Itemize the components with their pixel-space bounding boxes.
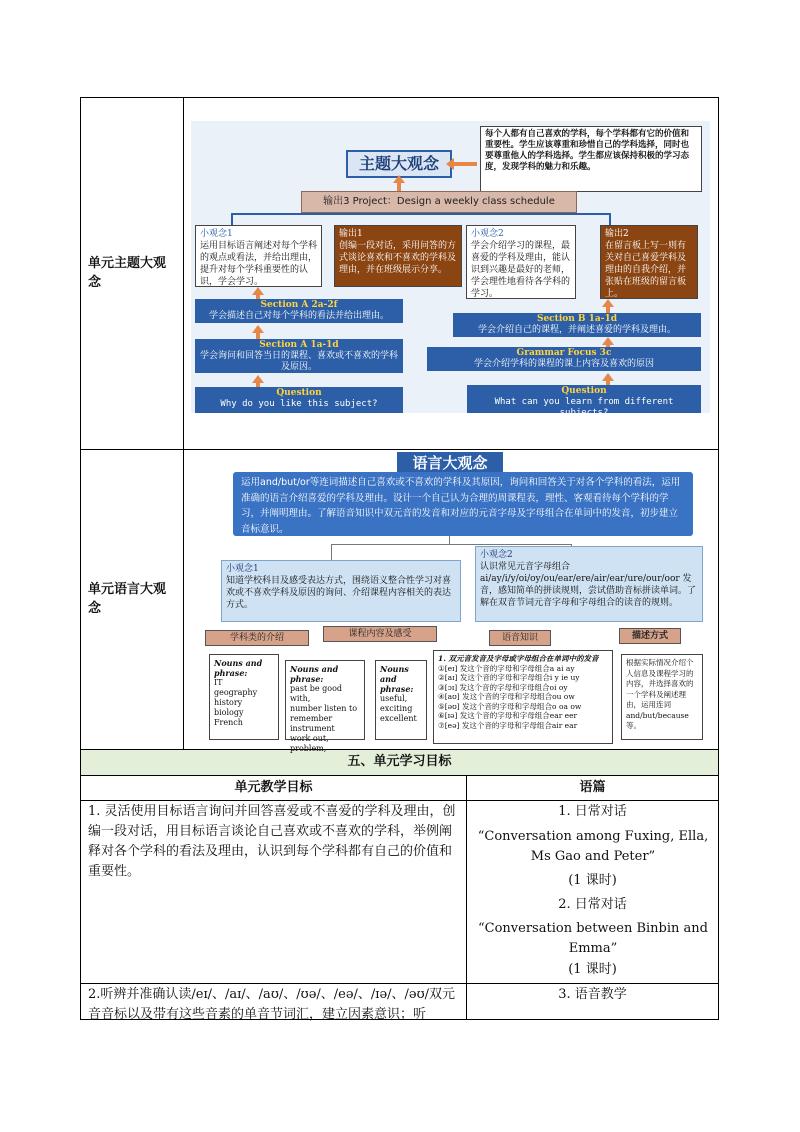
nouns-box-1 xyxy=(209,654,279,740)
question-right-text: What can you learn from different subjects? xyxy=(494,397,674,418)
column-header-texts: 语篇 xyxy=(579,780,606,795)
section-a-2a-2f xyxy=(195,299,403,323)
section-a-2a-2f-head: Section A 2a-2f xyxy=(260,300,338,310)
small-idea-2-text: 学会介绍学习的课程，最喜爱的学科及理由，能认识到兴趣是最好的老师，学会理性地看待各学科的学习。 xyxy=(471,241,571,299)
output-2-text: 在留言板上写一则有关对自己喜爱学科及理由的自我介绍，并张贴在班级的留言板上。 xyxy=(605,241,687,299)
text-1-hours: (1 课时) xyxy=(568,873,617,888)
phonics-line: ①[eɪ] 发这个音的字母和字母组合a ai ay xyxy=(438,663,575,673)
small-idea-1-title: 小观念1 xyxy=(200,229,233,239)
arrow-shaft xyxy=(453,162,477,166)
arrow-head xyxy=(602,337,614,345)
nouns-box-3 xyxy=(375,660,427,740)
theme-small-idea-1 xyxy=(195,225,322,287)
nouns-box-2-line: past be good with, xyxy=(290,684,343,703)
text-1-type: 1. 日常对话 xyxy=(558,804,627,819)
text-1-title: “Conversation among Fuxing, Ella, Ms Gao and Peter” xyxy=(477,829,709,864)
nouns-box-2-line: instrument xyxy=(290,724,335,733)
phonics-box xyxy=(433,650,613,744)
nouns-box-2-line: work out, problem, xyxy=(290,734,329,753)
arrow-head xyxy=(252,375,264,383)
connector-line xyxy=(331,544,332,560)
teaching-goal-1: 1. 灵活使用目标语言询问并回答喜爱或不喜爱的学科及理由，创编一段对话，用目标语言谈论自己喜欢或不喜欢的学科，举例阐释对各个学科的看法及理由，认识到每个学科都有自己的价值和重要性。 xyxy=(88,804,456,879)
connector-line xyxy=(449,536,450,544)
theme-row-label: 单元主题大观念 xyxy=(88,256,167,290)
question-left-text: Why do you like this subject? xyxy=(220,399,378,409)
language-title: 语言大观念 xyxy=(397,452,503,474)
section-b-text: 学会介绍自己的课程，并阐述喜爱的学科及理由。 xyxy=(477,325,676,335)
table-border-top xyxy=(80,97,719,98)
theme-output-2 xyxy=(600,225,698,299)
nouns-box-1-line: biology xyxy=(214,708,244,717)
teaching-goal-2: 2.听辨并准确认读/eɪ/、/aɪ/、/aʊ/、/ʊə/、/eə/、/ɪə/、/əʊ/双元音音标以及带有这些音素的单音节词汇，建立因素意识；听 xyxy=(88,987,456,1022)
output-1-title: 输出1 xyxy=(339,229,363,239)
language-row-label: 单元语言大观念 xyxy=(88,582,167,616)
nouns-box-2-line: number listen to xyxy=(290,704,358,713)
lang-small-1-text: 知道学校科目及感受表达方式，围绕语义整合性学习对喜欢或不喜欢学科及原因的询问、介绍课程内容相关的表达方式。 xyxy=(226,576,452,610)
arrow-head xyxy=(602,299,614,307)
column-header-goals: 单元教学目标 xyxy=(234,780,313,795)
question-left xyxy=(195,387,403,413)
phonics-line: ⑤[əʊ] 发这个音的字母和字母组合o oa ow xyxy=(438,701,582,711)
nouns-box-3-line: excellent xyxy=(380,714,417,723)
arrow-head xyxy=(252,287,264,295)
table-border-left xyxy=(80,97,81,1020)
theme-title: 主题大观念 xyxy=(346,150,452,178)
theme-big-idea: 每个人都有自己喜欢的学科，每个学科都有它的价值和重要性。学生应该尊重和珍惜自己的学科选择，同时也要尊重他人的学科选择。学生都应该保持积极的学习态度，发现学科的魅力和乐趣。 xyxy=(480,126,702,192)
column-divider-bottom xyxy=(466,775,467,1020)
arrow-head xyxy=(602,373,614,381)
section-b-head: Section B 1a-1d xyxy=(536,314,618,324)
nouns-box-3-line: exciting xyxy=(380,704,413,713)
small-idea-2-title: 小观念2 xyxy=(471,229,504,239)
connector-line xyxy=(331,544,571,545)
section-b-1a-1d xyxy=(453,313,701,337)
phonics-line: ⑦[eə] 发这个音的字母和字母组合air ear xyxy=(438,720,578,730)
grammar-focus-text: 学会介绍学科的课程的课上内容及喜欢的原因 xyxy=(473,359,654,369)
row-divider xyxy=(80,800,719,801)
theme-small-idea-2 xyxy=(466,225,576,299)
nouns-box-1-line: history xyxy=(214,698,243,707)
nouns-box-1-line: French xyxy=(214,718,243,727)
phonics-line: ④[aʊ] 发这个音的字母和字母组合ou ow xyxy=(438,692,575,701)
tag-phonics: 语音知识 xyxy=(489,630,551,646)
language-diagram xyxy=(191,450,711,753)
output3-banner: 输出3 Project：Design a weekly class schedule xyxy=(301,191,577,213)
lang-small-2-text: 认识常见元音字母组合 ai/ay/i/y/oi/oy/ou/ear/ere/air/ear/ure/our/oor 发音，感知简单的拼读规则，尝试借助音标拼读单词。了解在双音节词元音字母和字母组合的读音的规则。 xyxy=(480,562,697,608)
question-right xyxy=(467,385,701,418)
language-small-idea-1 xyxy=(221,560,461,622)
table-border-right xyxy=(718,97,719,1020)
output-1-text: 创编一段对话，采用问答的方式谈论喜欢和不喜欢的学科及理由，并在班级展示分享。 xyxy=(339,241,457,275)
section-a-1a-1d xyxy=(195,339,403,373)
phonics-box-head: 1. 双元音发音及字母或字母组合在单词中的发音 xyxy=(438,654,599,663)
arrow-head xyxy=(446,158,454,170)
phonics-line: ②[aɪ] 发这个音的字母和字母组合i y ie uy xyxy=(438,673,580,682)
nouns-box-1-line: IT xyxy=(214,678,223,687)
text-2-type: 2. 日常对话 xyxy=(558,897,627,912)
connector-line xyxy=(231,213,611,215)
nouns-box-1-line: geography xyxy=(214,688,258,697)
lang-small-2-title: 小观念2 xyxy=(480,550,513,560)
question-left-head: Question xyxy=(276,388,322,398)
small-idea-1-text: 运用目标语言阐述对每个学科的观点或看法，并给出理由，提升对每个学科重要性的认识，学会学习。 xyxy=(200,241,318,287)
nouns-box-3-line: useful, xyxy=(380,694,408,703)
section-a-1a-1d-text: 学会询问和回答当日的课程、喜欢或不喜欢的学科及原因。 xyxy=(199,351,398,372)
lang-small-1-title: 小观念1 xyxy=(226,564,259,574)
tag-description: 描述方式 xyxy=(619,628,681,644)
nouns-box-2-head: Nouns and phrase: xyxy=(290,664,339,684)
phonics-line: ③[ɔɪ] 发这个音的字母和字母组合oi oy xyxy=(438,682,568,692)
text-3-type: 3. 语音教学 xyxy=(558,987,627,1002)
row-divider xyxy=(80,775,719,776)
theme-output-1 xyxy=(334,225,462,287)
text-2-hours: (1 课时) xyxy=(568,962,617,977)
output-2-title: 输出2 xyxy=(605,229,629,239)
nouns-box-2-line: remember xyxy=(290,714,333,723)
grammar-focus-3c xyxy=(427,347,701,371)
nouns-box-2 xyxy=(285,660,365,753)
row-divider xyxy=(80,983,719,984)
tag-course-content: 课程内容及感受 xyxy=(323,626,437,642)
theme-diagram xyxy=(191,121,710,418)
column-divider-top xyxy=(183,97,184,750)
arrow-head xyxy=(252,325,264,333)
section-a-2a-2f-text: 学会描述自己对每个学科的看法并给出理由。 xyxy=(208,311,389,321)
language-small-idea-2 xyxy=(475,546,703,622)
phonics-line: ⑥[ɪə] 发这个音的字母和字母组合ear eer xyxy=(438,711,578,720)
nouns-box-1-head: Nouns and phrase: xyxy=(214,658,263,678)
nouns-box-3-head: Nouns and phrase: xyxy=(380,664,414,694)
tag-subject-intro: 学科类的介绍 xyxy=(205,630,309,646)
question-right-head: Question xyxy=(561,386,607,396)
description-box: 根据实际情况介绍个人信息及课程学习的内容，并选择喜欢的一个学科及阐述理由，运用连词and/but/because等。 xyxy=(621,654,703,740)
section-a-1a-1d-head: Section A 1a-1d xyxy=(259,340,339,350)
section-5-title: 五、单元学习目标 xyxy=(347,754,452,769)
arrow-head xyxy=(393,175,405,183)
text-2-title: “Conversation between Binbin and Emma” xyxy=(478,921,708,956)
grammar-focus-head: Grammar Focus 3c xyxy=(516,348,612,358)
language-big-idea: 运用and/but/or等连词描述自己喜欢或不喜欢的学科及其原因，询问和回答关于对各个学科的看法，运用准确的语言介绍喜爱的学科及理由。设计一个自己认为合理的周课程表，理性、客观看待每个学科的学习，并阐明理由。了解语音知识中双元音的发音和对应的元音字母及字母组合在单词中的发音，初步建立音标意识。 xyxy=(233,472,693,536)
